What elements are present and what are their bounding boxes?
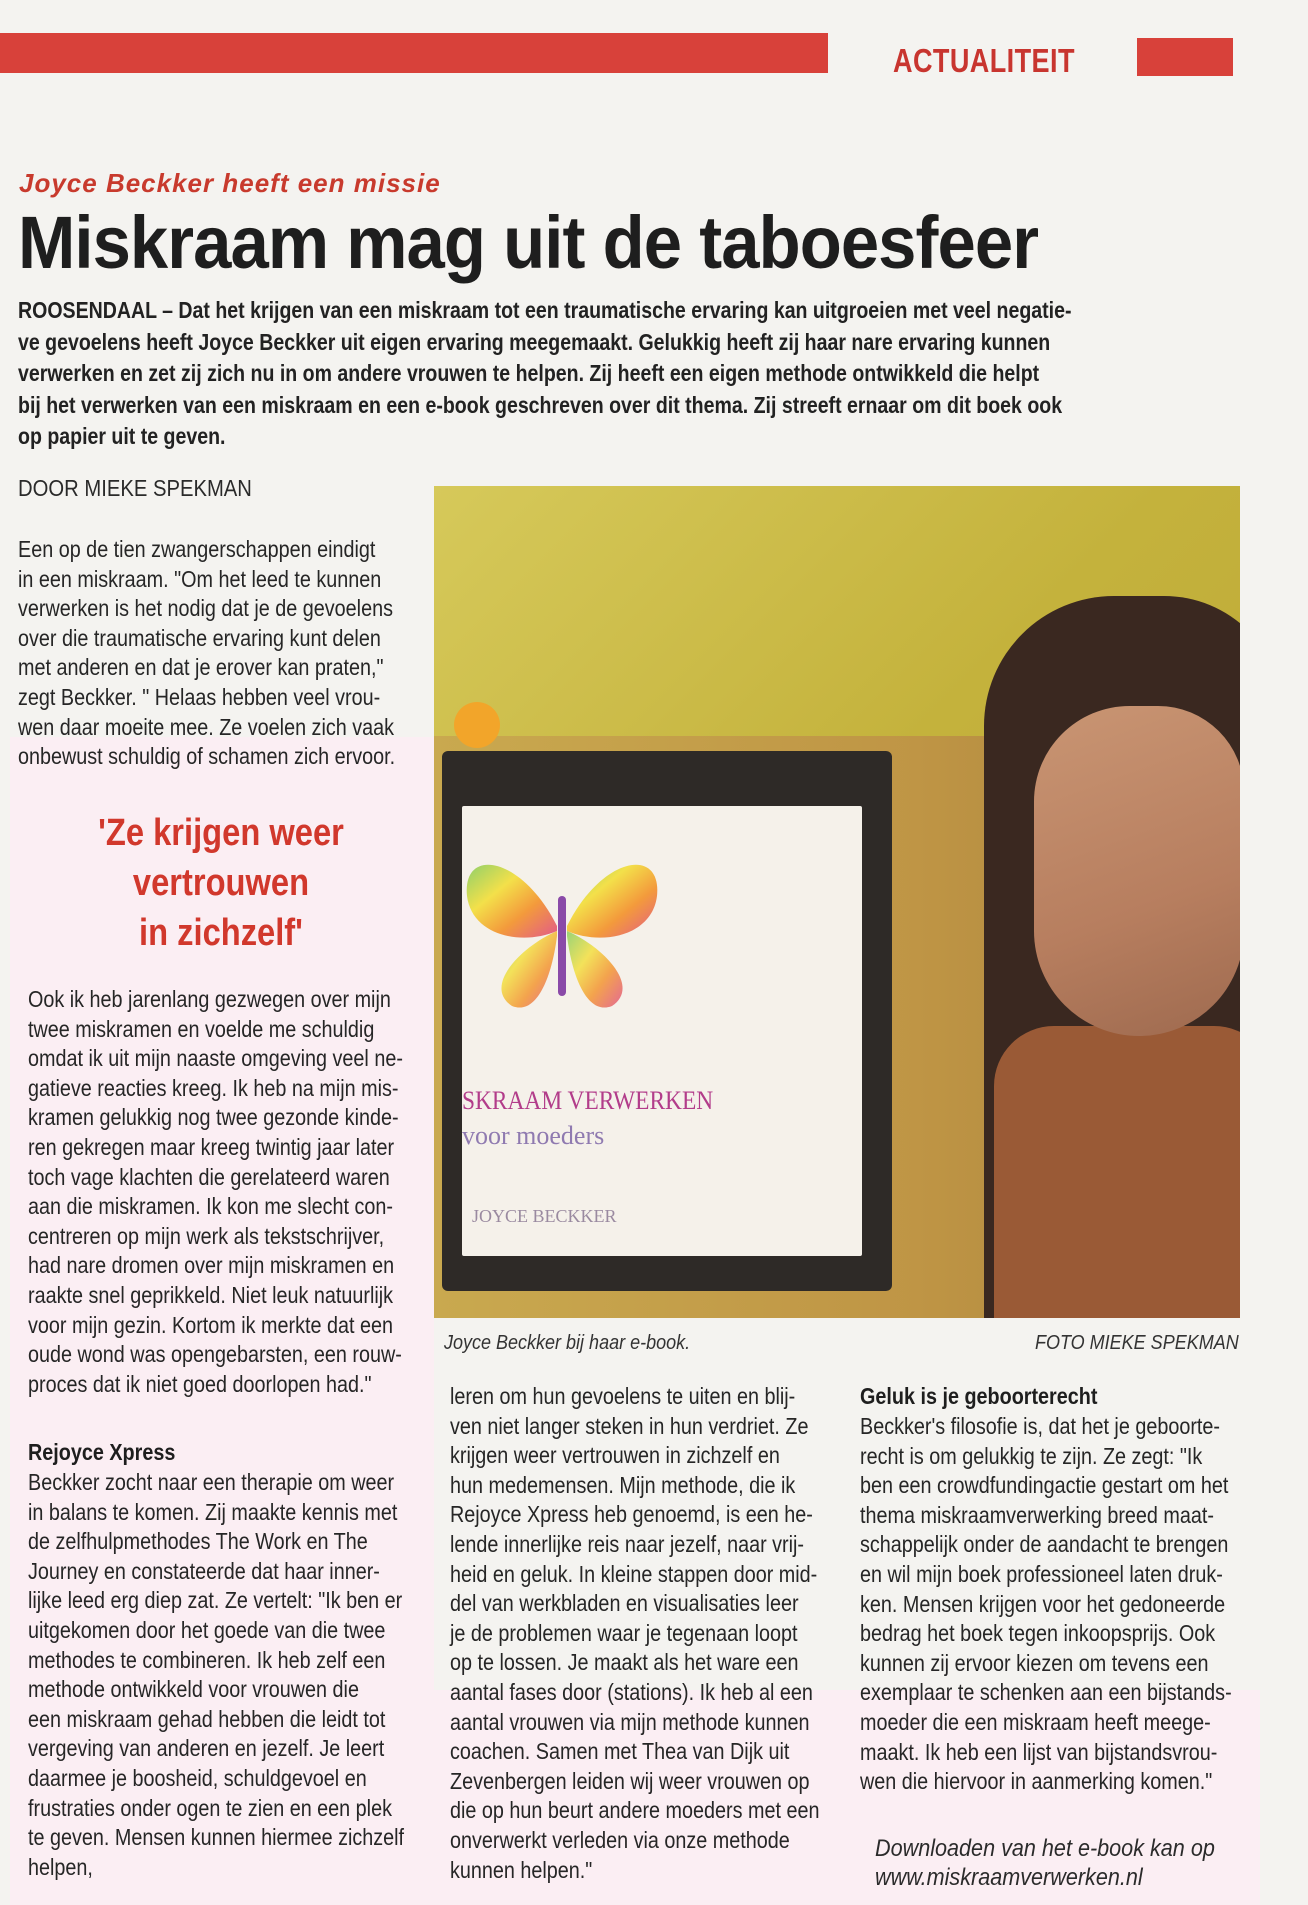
text-line: te geven. Mensen kunnen hiermee zichzelf — [28, 1824, 405, 1851]
quote-line: in zichzelf' — [139, 912, 303, 954]
text-line: kunnen zij ervoor kiezen om tevens een — [860, 1649, 1209, 1676]
text-line: exemplaar te schenken aan een bijstands- — [860, 1679, 1232, 1706]
article-lead — [18, 295, 1258, 453]
download-note-line: Downloaden van het e-book kan op — [875, 1835, 1215, 1862]
text-line: op te lossen. Je maakt als het ware een — [450, 1649, 799, 1676]
text-line: gatieve reacties kreeg. Ik heb na mijn mis- — [28, 1074, 399, 1101]
text-line: ken. Mensen krijgen voor het gedoneerde — [860, 1590, 1226, 1617]
text-line: lijke leed erg diep zat. Ze vertelt: "Ik ben er — [28, 1587, 403, 1614]
text-line: ben een crowdfundingactie gestart om het — [860, 1472, 1229, 1499]
screen-author: JOYCE BECKKER — [472, 1206, 617, 1226]
smiley-sticker-icon — [454, 702, 500, 748]
text-line: methodes te combineren. Ik heb zelf een — [28, 1646, 386, 1673]
portrait — [954, 596, 1240, 1318]
text-line: proces dat ik niet goed doorlopen had." — [28, 1370, 372, 1397]
text-line: in balans te komen. Zij maakte kennis met — [28, 1498, 398, 1525]
text-line: recht is om gelukkig te zijn. Ze zegt: "Ik — [860, 1442, 1203, 1469]
quote-line: 'Ze krijgen weer — [98, 812, 344, 854]
text-line: ven niet langer steken in hun verdriet. Ze — [450, 1412, 809, 1439]
text-line: thema miskraamverwerking breed maat- — [860, 1501, 1214, 1528]
header-bar-left — [0, 33, 828, 73]
text-line: omdat ik uit mijn naaste omgeving veel ne- — [28, 1045, 403, 1072]
text-line: over die traumatische ervaring kunt delen — [18, 624, 381, 651]
text-line: die op hun beurt andere moeders met een — [450, 1797, 820, 1824]
photo-credit: FOTO MIEKE SPEKMAN — [1035, 1332, 1239, 1354]
article-headline: Miskraam mag uit de taboesfeer — [18, 201, 1039, 284]
text-line: wen daar moeite mee. Ze voelen zich vaak — [18, 713, 395, 740]
text-line: Ook ik heb jarenlang gezwegen over mijn — [28, 986, 391, 1012]
text-line: verwerken is het nodig dat je de gevoelens — [18, 595, 393, 622]
text-line: coachen. Samen met Thea van Dijk uit — [450, 1738, 790, 1765]
text-line: voor mijn gezin. Kortom ik merkte dat een — [28, 1311, 393, 1338]
text-line: wen die hiervoor in aanmerking komen." — [860, 1768, 1213, 1795]
download-note — [875, 1834, 1253, 1892]
text-line: toch vage klachten die gerelateerd waren — [28, 1163, 390, 1190]
lead-line: ve gevoelens heeft Joyce Beckker uit eigen ervaring meegemaakt. Gelukkig heeft zij haar nare ervaring kunnen — [18, 328, 1051, 355]
column-1-text — [28, 985, 428, 1399]
monitor-screen — [462, 806, 862, 1256]
article-kicker: Joyce Beckker heeft een missie — [19, 168, 441, 198]
text-line: aantal vrouwen via mijn methode kunnen — [450, 1708, 810, 1735]
article-photo — [434, 486, 1240, 1318]
column-3-text — [860, 1412, 1260, 1797]
text-line: daarmee je boosheid, schuldgevoel en — [28, 1764, 367, 1791]
text-line: twee miskramen en voelde me schuldig — [28, 1015, 375, 1042]
text-line: zegt Beckker. " Helaas hebben veel vrou- — [18, 683, 381, 710]
text-line: lende innerlijke reis naar jezelf, naar vrij- — [450, 1530, 805, 1557]
column-2-text — [450, 1382, 860, 1885]
text-line: kramen gelukkig nog twee gezonde kinde- — [28, 1104, 399, 1131]
text-line: maakt. Ik heb een lijst van bijstandsvrou- — [860, 1738, 1218, 1765]
text-line: met anderen en dat je erover kan praten," — [18, 654, 384, 681]
lead-line: verwerken en zet zij zich nu in om andere vrouwen te helpen. Zij heeft een eigen methode ontwikkeld die helpt — [18, 360, 1040, 387]
screen-title: SKRAAM VERWERKEN — [462, 1086, 714, 1115]
quote-line: vertrouwen — [132, 862, 310, 904]
text-line: Zevenbergen leiden wij weer vrouwen op — [450, 1767, 810, 1794]
butterfly-icon — [462, 836, 662, 1016]
portrait-face — [1034, 706, 1240, 1036]
text-line: helpen, — [28, 1853, 93, 1880]
intro-text — [18, 535, 428, 772]
section-label: ACTUALITEIT — [893, 42, 1075, 79]
text-line: del van werkbladen en visualisaties leer — [450, 1590, 799, 1617]
text-line: uitgekomen door het goede van die twee — [28, 1616, 386, 1643]
text-line: had nare dromen over mijn miskramen en — [28, 1252, 395, 1279]
text-line: onverwerkt verleden via onze methode — [450, 1826, 790, 1853]
photo-caption: Joyce Beckker bij haar e-book. — [444, 1332, 691, 1354]
text-line: centreren op mijn werk als tekstschrijver, — [28, 1222, 385, 1249]
monitor — [442, 751, 892, 1291]
text-line: en wil mijn boek professioneel laten druk- — [860, 1560, 1223, 1587]
text-line: bedrag het boek tegen inkoopsprijs. Ook — [860, 1620, 1216, 1647]
lead-line: op papier uit te geven. — [18, 423, 226, 450]
text-line: je de problemen waar je tegenaan loopt — [450, 1619, 798, 1646]
column-1b-text — [28, 1468, 428, 1882]
subhead-geluk: Geluk is je geboorterecht — [860, 1383, 1098, 1409]
download-url[interactable]: www.miskraamverwerken.nl — [875, 1864, 1143, 1891]
text-line: Journey en constateerde dat haar inner- — [28, 1557, 380, 1584]
text-line: leren om hun gevoelens te uiten en blij- — [450, 1383, 796, 1409]
text-line: krijgen weer vertrouwen in zichzelf en — [450, 1442, 780, 1469]
text-line: heid en geluk. In kleine stappen door mid- — [450, 1560, 818, 1587]
screen-subtitle: voor moeders — [462, 1121, 605, 1150]
text-line: Beckker zocht naar een therapie om weer — [28, 1469, 395, 1495]
text-line: in een miskraam. "Om het leed te kunnen — [18, 565, 382, 592]
text-line: aan die miskramen. Ik kon me slecht con- — [28, 1193, 393, 1220]
text-line: schappelijk onder de aandacht te brengen — [860, 1531, 1229, 1558]
text-line: aantal fases door (stations). Ik heb al een — [450, 1678, 813, 1705]
text-line: raakte snel geprikkeld. Niet leuk natuurlijk — [28, 1281, 394, 1308]
text-line: Beckker's filosofie is, dat het je geboorte- — [860, 1413, 1221, 1439]
lead-line: bij het verwerken van een miskraam en een e-book geschreven over dit thema. Zij streeft ernaar om dit boek ook — [18, 391, 1063, 418]
text-line: de zelfhulpmethodes The Work en The — [28, 1528, 368, 1555]
text-line: moeder die een miskraam heeft meege- — [860, 1708, 1211, 1735]
portrait-clothing — [994, 1026, 1240, 1318]
text-line: hun medemensen. Mijn methode, die ik — [450, 1471, 796, 1498]
text-line: onbewust schuldig of schamen zich ervoor. — [18, 743, 396, 770]
text-line: methode ontwikkeld voor vrouwen die — [28, 1676, 359, 1703]
pull-quote — [20, 808, 422, 958]
text-line: oude wond was opengebarsten, een rouw- — [28, 1341, 402, 1368]
text-line: ren gekregen maar kreeg twintig jaar later — [28, 1133, 395, 1160]
article-byline: DOOR MIEKE SPEKMAN — [18, 475, 252, 501]
text-line: Een op de tien zwangerschappen eindigt — [18, 536, 376, 562]
text-line: een miskraam gehad hebben die leidt tot — [28, 1705, 386, 1732]
text-line: vergeving van anderen en jezelf. Je leert — [28, 1735, 385, 1762]
text-line: Rejoyce Xpress heb genoemd, is een he- — [450, 1501, 813, 1528]
header-bar-right — [1137, 38, 1233, 76]
subhead-rejoyce: Rejoyce Xpress — [28, 1439, 176, 1465]
text-line: kunnen helpen." — [450, 1856, 593, 1883]
text-line: frustraties onder ogen te zien en een plek — [28, 1794, 392, 1821]
lead-line: ROOSENDAAL – Dat het krijgen van een miskraam tot een traumatische ervaring kan uitgroeien met veel negatie- — [18, 297, 1072, 323]
